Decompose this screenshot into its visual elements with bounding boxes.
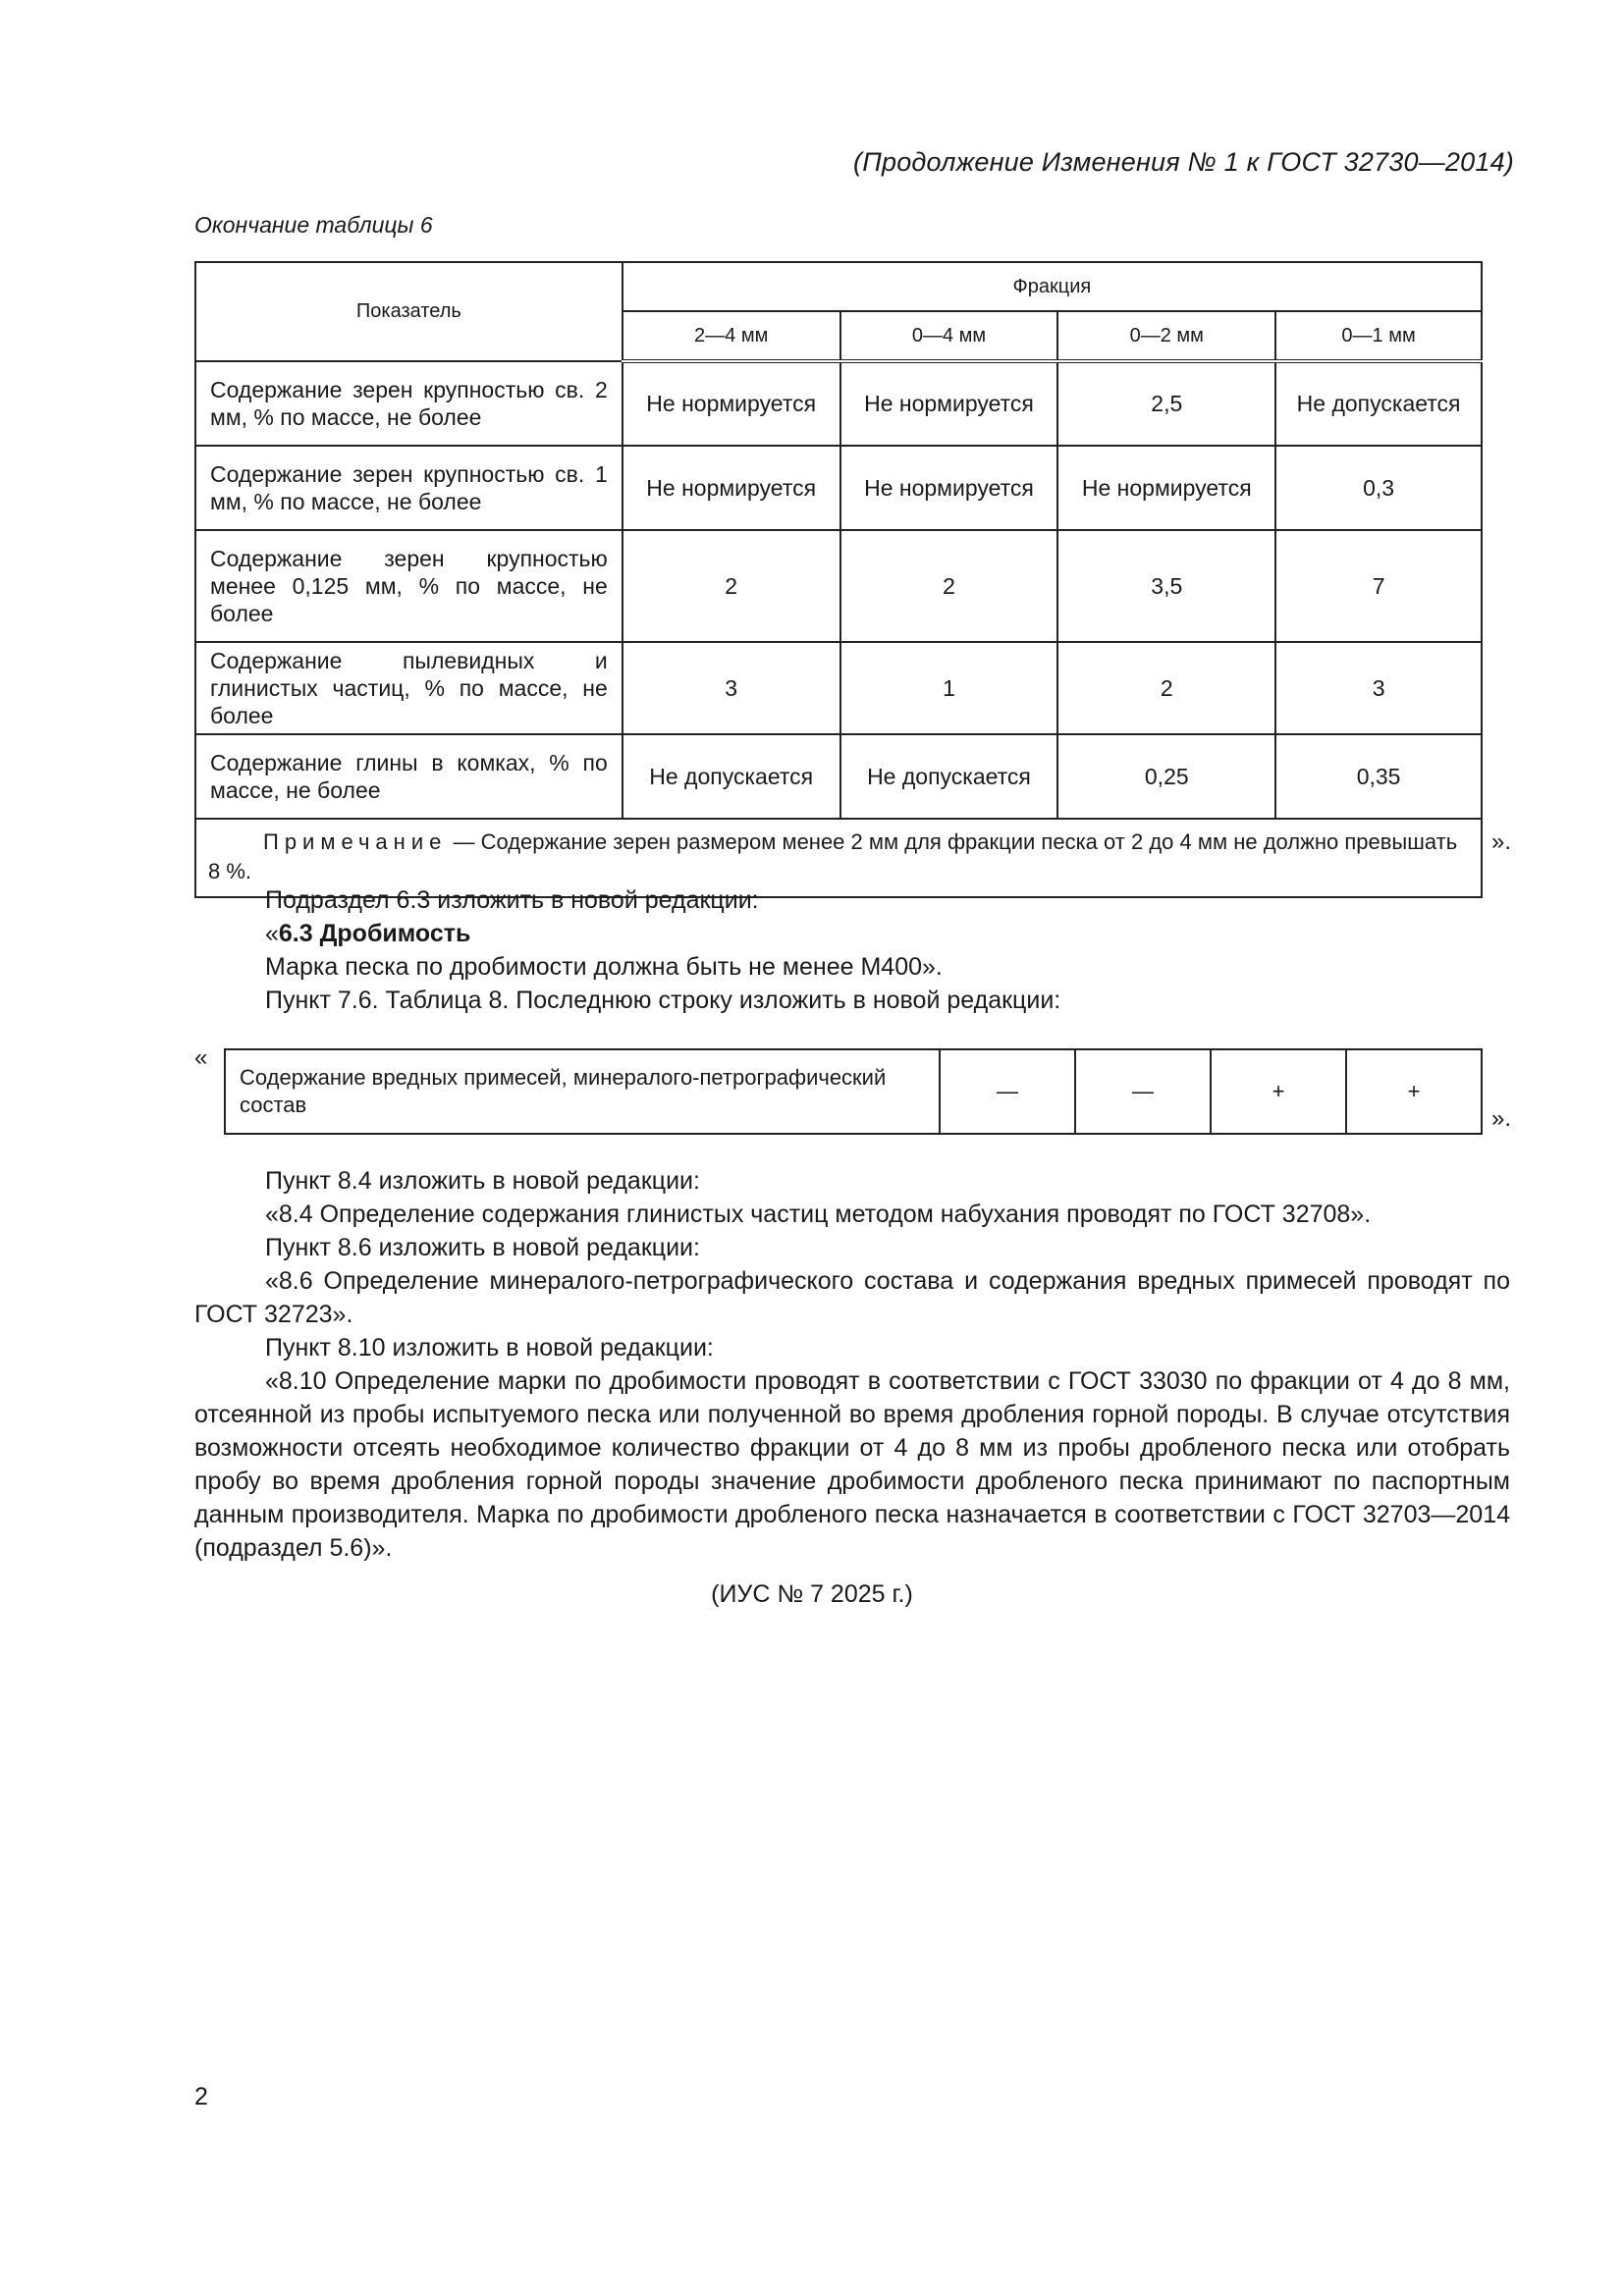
table-cell: Не допускается xyxy=(1275,361,1482,446)
header-fraction-2: 0—4 мм xyxy=(840,311,1058,361)
section-6-3-heading xyxy=(194,917,1510,950)
section-6-3-text: Марка песка по дробимости должна быть не менее М400». xyxy=(265,953,943,981)
table-cell: 1 xyxy=(840,642,1058,734)
table-cell: Не нормируется xyxy=(623,361,840,446)
table-cell: — xyxy=(1075,1049,1211,1134)
table-cell: 2 xyxy=(1057,642,1275,734)
close-quote: ». xyxy=(1491,1105,1512,1132)
table-cell: 3,5 xyxy=(1057,530,1275,642)
issue-reference: (ИУС № 7 2025 г.) xyxy=(711,1580,913,1608)
p8-4-text: «8.4 Определение содержания глинистых частиц методом набухания проводят по ГОСТ 32708». xyxy=(265,1201,1372,1228)
row-label: Содержание зерен крупностью св. 2 мм, % по массе, не более xyxy=(195,361,623,446)
header-fraction-1: 2—4 мм xyxy=(623,311,840,361)
table-6 xyxy=(194,261,1483,898)
close-quote: ». xyxy=(1491,828,1512,855)
table-row xyxy=(195,361,1482,446)
section-heading: 6.3 Дробимость xyxy=(278,920,471,947)
table-row xyxy=(195,530,1482,642)
table-cell: + xyxy=(1346,1049,1482,1134)
table-row xyxy=(195,734,1482,819)
table-cell: — xyxy=(940,1049,1075,1134)
row-label: Содержание пылевидных и глинистых частиц, % по массе, не более xyxy=(195,642,623,734)
table-cell: 0,35 xyxy=(1275,734,1482,819)
running-title: (Продолжение Изменения № 1 к ГОСТ 32730—2014) xyxy=(853,147,1514,177)
p8-6-intro: Пункт 8.6 изложить в новой редакции: xyxy=(265,1234,700,1261)
header-fraction-4: 0—1 мм xyxy=(1275,311,1482,361)
table-cell: Не нормируется xyxy=(840,446,1058,530)
row-label: Содержание зерен крупностью св. 1 мм, % по массе, не более xyxy=(195,446,623,530)
table-row xyxy=(195,642,1482,734)
p8-10-text: «8.10 Определение марки по дробимости проводят в соответствии с ГОСТ 33030 по фракции от 4 до 8 мм, отсеянной из пробы испытуемого песка или полученной во время дробления горной породы. В случае отсутствия возможности отсеять необходимое количество фракции от 4 до 8 мм из пробы дробленого песка или отобрать пробу во время дробления горной породы значение дробимости дробленого песка принимают по паспортным данным производителя. Марка по дробимости дробленого песка назначается в соответствии с ГОСТ 32703—2014 (подраздел 5.6)». xyxy=(194,1367,1510,1562)
table-cell: 0,3 xyxy=(1275,446,1482,530)
header-fraction: Фракция xyxy=(623,262,1482,311)
p8-6-text: «8.6 Определение минералого-петрографического состава и содержания вредных примесей проводят по ГОСТ 32723». xyxy=(194,1267,1510,1328)
table-cell: Не допускается xyxy=(840,734,1058,819)
table-8-instruction: Пункт 7.6. Таблица 8. Последнюю строку изложить в новой редакции: xyxy=(265,987,1061,1014)
table-cell: 2 xyxy=(623,530,840,642)
table-row xyxy=(195,446,1482,530)
page-number: 2 xyxy=(194,2083,208,2110)
table-cell: Не нормируется xyxy=(1057,446,1275,530)
note-label: Примечание xyxy=(263,829,448,854)
header-indicator: Показатель xyxy=(195,262,623,361)
section-6-3-intro: Подраздел 6.3 изложить в новой редакции: xyxy=(265,886,759,914)
open-quote: « xyxy=(265,920,279,947)
table-row xyxy=(225,1049,1482,1134)
table-8-row xyxy=(224,1048,1483,1135)
note-text: — Содержание зерен размером менее 2 мм для фракции песка от 2 до 4 мм не должно превышать 8 %. xyxy=(208,829,1458,883)
p8-4-intro: Пункт 8.4 изложить в новой редакции: xyxy=(265,1167,700,1195)
table-cell: 3 xyxy=(1275,642,1482,734)
table-cell: Не нормируется xyxy=(840,361,1058,446)
table-cell: 2,5 xyxy=(1057,361,1275,446)
p8-10-intro: Пункт 8.10 изложить в новой редакции: xyxy=(265,1334,714,1362)
table-cell: 0,25 xyxy=(1057,734,1275,819)
open-quote: « xyxy=(194,1044,208,1071)
table-cell: 3 xyxy=(623,642,840,734)
table-caption: Окончание таблицы 6 xyxy=(194,212,433,238)
table-cell: Не нормируется xyxy=(623,446,840,530)
table-cell: 7 xyxy=(1275,530,1482,642)
row-label: Содержание зерен крупностью менее 0,125 мм, % по массе, не более xyxy=(195,530,623,642)
table-cell: 2 xyxy=(840,530,1058,642)
table-header-row xyxy=(195,262,1482,311)
row-label: Содержание глины в комках, % по массе, не более xyxy=(195,734,623,819)
table-cell: Не допускается xyxy=(623,734,840,819)
header-fraction-3: 0—2 мм xyxy=(1057,311,1275,361)
row-label: Содержание вредных примесей, минералого-петрографический состав xyxy=(225,1049,940,1134)
table-cell: + xyxy=(1211,1049,1346,1134)
